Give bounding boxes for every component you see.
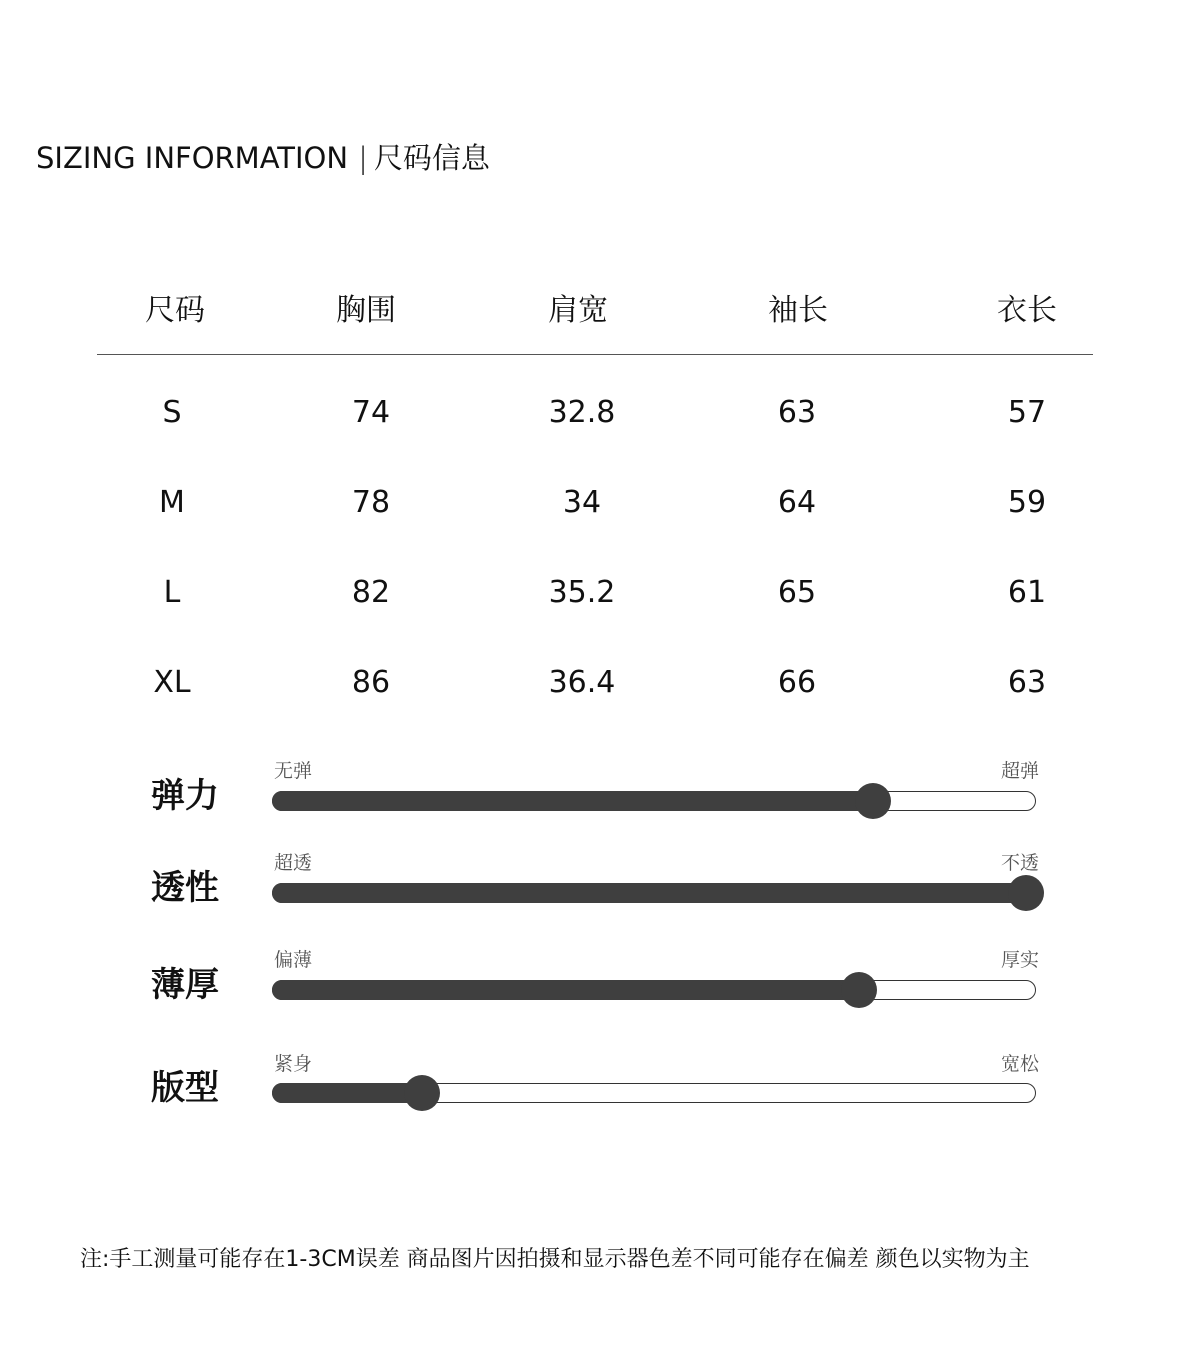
title-chinese: 尺码信息 — [373, 141, 490, 175]
table-cell: 78 — [351, 485, 391, 520]
scale-track — [272, 791, 1036, 811]
scale-left-label: 偏薄 — [274, 949, 313, 971]
header-divider — [97, 354, 1093, 355]
table-cell: 65 — [777, 575, 817, 610]
page-title — [36, 136, 490, 177]
scale-right-label: 超弹 — [1000, 760, 1039, 782]
property-name: 透性 — [151, 868, 219, 908]
property-name: 薄厚 — [151, 965, 219, 1005]
table-cell: 86 — [351, 665, 391, 700]
scale-fill — [272, 883, 1025, 903]
column-header-shoulder: 肩宽 — [548, 293, 608, 328]
table-cell: 61 — [1007, 575, 1047, 610]
scale-fill — [272, 1083, 421, 1103]
table-cell: 59 — [1007, 485, 1047, 520]
table-cell: 32.8 — [548, 395, 616, 430]
scale-right-label: 厚实 — [1000, 949, 1039, 971]
column-header-chest: 胸围 — [336, 293, 396, 328]
table-cell: 66 — [777, 665, 817, 700]
scale-track — [272, 1083, 1036, 1103]
table-cell: 82 — [351, 575, 391, 610]
scale-right-label: 不透 — [1000, 852, 1039, 874]
table-cell: 57 — [1007, 395, 1047, 430]
scale-track — [272, 883, 1036, 903]
table-cell: 36.4 — [548, 665, 616, 700]
column-header-length: 衣长 — [997, 293, 1057, 328]
table-cell: M — [159, 485, 185, 520]
table-cell: 64 — [777, 485, 817, 520]
table-cell: 35.2 — [548, 575, 616, 610]
table-cell: 74 — [351, 395, 391, 430]
table-cell: S — [162, 395, 182, 430]
scale-track — [272, 980, 1036, 1000]
property-name: 弹力 — [151, 776, 219, 816]
scale-left-label: 超透 — [274, 852, 313, 874]
scale-right-label: 宽松 — [1000, 1053, 1039, 1075]
scale-left-label: 紧身 — [274, 1053, 313, 1075]
footer-note: 注:手工测量可能存在1-3CM误差 商品图片因拍摄和显示器色差不同可能存在偏差 颜色以实物为主 — [80, 1247, 1030, 1272]
title-separator: | — [358, 141, 368, 175]
scale-fill — [272, 791, 872, 811]
scale-knob — [1008, 875, 1044, 911]
column-header-sleeve: 袖长 — [768, 293, 828, 328]
table-cell: 63 — [777, 395, 817, 430]
scale-left-label: 无弹 — [274, 760, 313, 782]
scale-fill — [272, 980, 858, 1000]
scale-knob — [404, 1075, 440, 1111]
column-header-size: 尺码 — [145, 293, 205, 328]
scale-knob — [855, 783, 891, 819]
table-cell: L — [163, 575, 181, 610]
scale-knob — [841, 972, 877, 1008]
table-cell: 34 — [562, 485, 602, 520]
title-english: SIZING INFORMATION — [36, 141, 349, 175]
property-name: 版型 — [151, 1068, 219, 1108]
table-cell: 63 — [1007, 665, 1047, 700]
table-cell: XL — [153, 665, 191, 700]
